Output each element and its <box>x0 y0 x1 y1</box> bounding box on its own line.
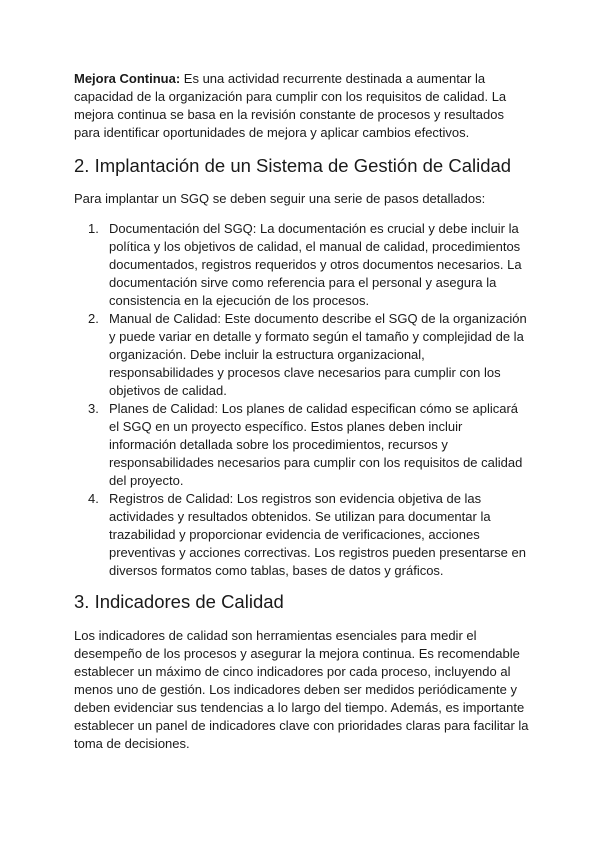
list-item-text: Registros de Calidad: Los registros son evidencia objetiva de las actividades y resultados obtenidos. Se utilizan para documentar la trazabilidad y proporcionar evidencia de verificaciones, acciones preventivas y acciones correctivas. Los registros pueden presentarse en diversos formatos como tablas, bases de datos y gráficos. <box>109 491 526 578</box>
section-2-intro: Para implantar un SGQ se deben seguir una serie de pasos detallados: <box>74 191 486 206</box>
list-item <box>74 310 530 400</box>
list-item-number: 3. <box>88 401 99 416</box>
list-item-text: Documentación del SGQ: La documentación es crucial y debe incluir la política y los objetivos de calidad, el manual de calidad, procedimientos documentados, registros requeridos y otros documentos necesarios. La documentación sirve como referencia para el personal y asegura la consistencia en la ejecución de los procesos. <box>109 221 522 308</box>
section-3-heading: 3. Indicadores de Calidad <box>74 591 284 612</box>
document-page <box>74 70 530 753</box>
section-2-heading: 2. Implantación de un Sistema de Gestión de Calidad <box>74 155 512 176</box>
list-item-number: 2. <box>88 311 99 326</box>
list-item-text: Planes de Calidad: Los planes de calidad especifican cómo se aplicará el SGQ en un proyecto específico. Estos planes deben incluir información detallada sobre los procedimientos, recursos y responsabilidades necesarios para cumplir con los requisitos de calidad del proyecto. <box>109 401 523 488</box>
continuous-improvement-paragraph <box>74 70 530 142</box>
list-item <box>74 220 530 310</box>
list-item <box>74 400 530 490</box>
list-item <box>74 490 530 580</box>
steps-list <box>74 220 530 580</box>
continuous-improvement-term: Mejora Continua: <box>74 71 181 86</box>
continuous-improvement-text: Es una actividad recurrente destinada a aumentar la capacidad de la organización para cumplir con los requisitos de calidad. La mejora continua se basa en la revisión constante de procesos y resultados para identificar oportunidades de mejora y aplicar cambios efectivos. <box>74 71 507 140</box>
list-item-number: 1. <box>88 221 99 236</box>
section-3-paragraph: Los indicadores de calidad son herramientas esenciales para medir el desempeño de los procesos y asegurar la mejora continua. Es recomendable establecer un máximo de cinco indicadores por cada proceso, incluyendo al menos uno de gestión. Los indicadores deben ser medidos periódicamente y deben evidenciar sus tendencias a lo largo del tiempo. Además, es importante establecer un panel de indicadores clave con prioridades claras para facilitar la toma de decisiones. <box>74 628 529 751</box>
list-item-number: 4. <box>88 491 99 506</box>
list-item-text: Manual de Calidad: Este documento describe el SGQ de la organización y puede variar en detalle y formato según el tamaño y complejidad de la organización. Debe incluir la estructura organizacional, responsabilidades y procesos clave necesarios para cumplir con los objetivos de calidad. <box>109 311 527 398</box>
